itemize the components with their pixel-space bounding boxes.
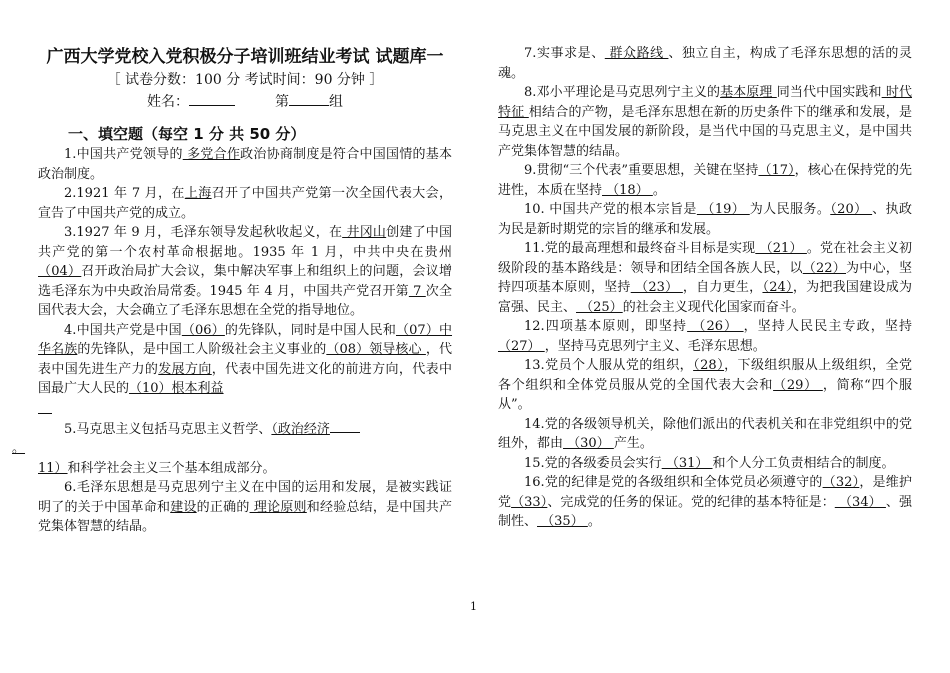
question-16: 16.党的纪律是党的各级组织和全体党员必须遵守的（32），是维护党（33）、完成党的任务的保证。党的纪律的基本特征是： （34） 、强制性、 （35） 。 (498, 475, 912, 529)
section-title: 一、填空题（每空 1 分 共 50 分） (68, 125, 306, 143)
question-2: 2.1921 年 7 月，在上海召开了中国共产党第一次全国代表大会，宣告了中国共产党的成立。 (38, 186, 452, 221)
exam-meta: ［ 试卷分数：100 分 考试时间：90 分钟 ］ (106, 72, 384, 88)
group-label-post: 组 (329, 94, 344, 110)
name-label: 姓名： (146, 94, 189, 110)
question-8: 8.邓小平理论是马克思列宁主义的基本原理 同当代中国实践和 时代特征 相结合的产物，是毛泽东思想在新的历史条件下的继承和发展，是马克思主义在中国发展的新阶段，是当代中国的马克思主义，是中国共产党集体智慧的结晶。 (498, 85, 912, 159)
left-column (12, 40, 453, 537)
right-column (498, 44, 912, 532)
question-11: 11.党的最高理想和最终奋斗目标是实现 （21） 。党在社会主义初级阶段的基本路线是：领导和团结全国各族人民，以（22）为中心，坚持四项基本原则，坚持 （23） ，自力更生，（24），为把我国建设成为富强、民主、 （25）的社会主义现代化国家而奋斗。 (498, 241, 912, 315)
q4-trailing-underline (38, 399, 452, 418)
question-13: 13.党员个人服从党的组织，（28），下级组织服从上级组织，全党各个组织和全体党员服从党的全国代表大会和（29） ，简称“四个服从”。 (498, 358, 912, 412)
question-9: 9.贯彻“三个代表”重要思想，关键在坚持（17），核心在保持党的先进性，本质在坚持 （18） 。 (498, 163, 912, 198)
page-number: 1 (470, 600, 477, 613)
question-10: 10. 中国共产党的根本宗旨是 （19） 为人民服务。（20） 、执政为民是新时期党的宗旨的继承和发展。 (498, 202, 912, 237)
question-5-cont: 11）和科学社会主义三个基本组成部分。 (38, 460, 276, 476)
name-line (38, 91, 452, 113)
question-7: 7.实事求是、 群众路线 、独立自主，构成了毛泽东思想的活的灵魂。 (498, 46, 912, 81)
question-4: 4.中国共产党是中国（06）的先锋队，同时是中国人民和（07）中华名族的先锋队，是中国工人阶级社会主义事业的（08）领导核心 ，代表中国先进生产力的发展方向，代表中国先进文化的前进方向，代表中国最广大人民的（10）根本利益 (38, 322, 453, 396)
question-6: 6.毛泽东思想是马克思列宁主义在中国的运用和发展，是被实践证明了的关于中国革命和建设的正确的 理论原则和经验总结，是中国共产党集体智慧的结晶。 (38, 480, 452, 534)
question-3: 3.1927 年 9 月，毛泽东领导发起秋收起义，在 井冈山创建了中国共产党的第一个农村革命根据地。1935 年 1 月，中共中央在贵州 （04）召开政治局扩大会议，集中解决军事上和组织上的问题，会议增选毛泽东为中央政治局常委。1945 年 4 月，中国共产党召开第 7 次全国代表大会，大会确立了毛泽东思想在全党的指导地位。 (38, 225, 452, 318)
question-1: 1.中国共产党领导的 多党合作政治协商制度是符合中国国情的基本政治制度。 (38, 147, 452, 182)
group-label-pre: 第 (275, 94, 290, 110)
question-12: 12.四项基本原则，即坚持 （26） ，坚持人民民主专政，坚持 （27） ，坚持马克思列宁主义、毛泽东思想。 (498, 319, 912, 354)
name-blank (189, 91, 235, 106)
group-blank (289, 91, 329, 106)
page-title: 广西大学党校入党积极分子培训班结业考试 试题库一 (46, 47, 444, 67)
question-5: 5.马克思主义包括马克思主义哲学、（政治经济 。 (38, 418, 452, 459)
question-14: 14.党的各级领导机关，除他们派出的代表机关和在非党组织中的党组外，都由 （30） 产生。 (498, 416, 912, 451)
question-15: 15.党的各级委员会实行 （31） 和个人分工负责相结合的制度。 (524, 455, 895, 471)
